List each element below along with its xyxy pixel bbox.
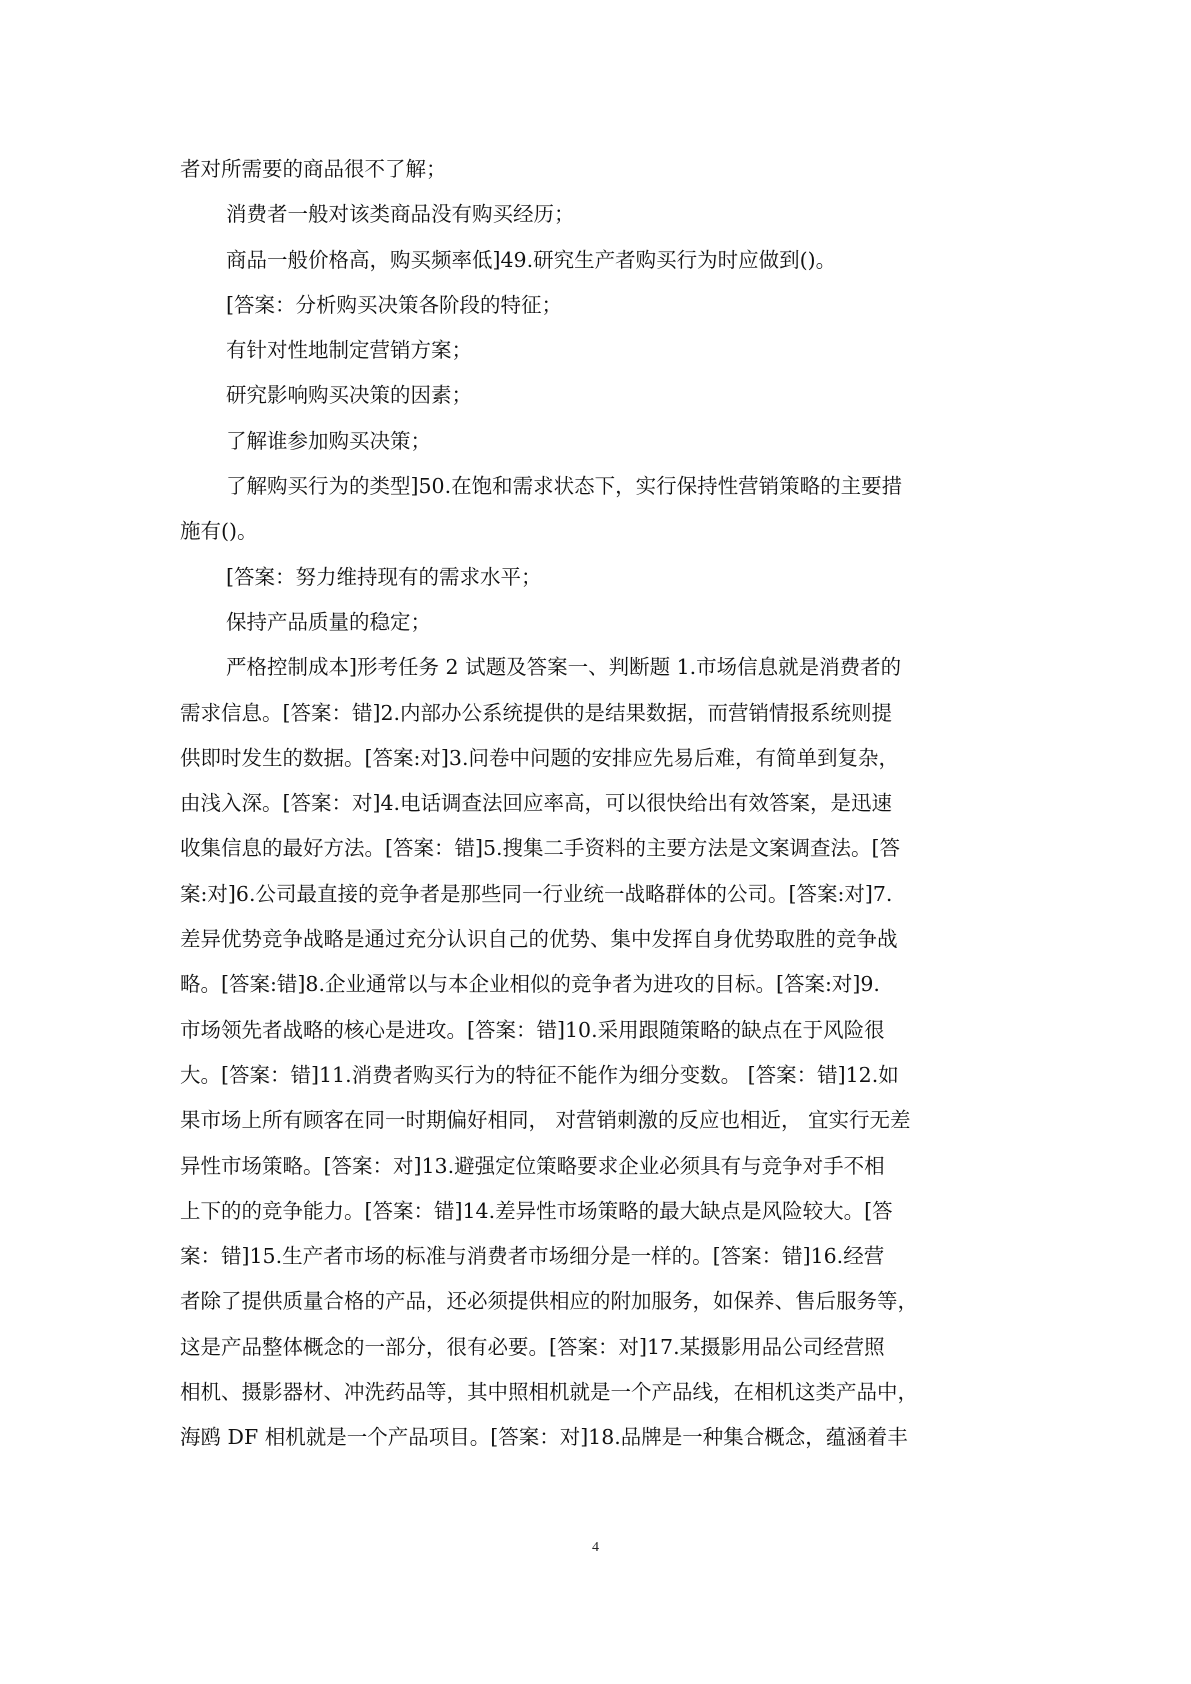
text-line: 海鸥 DF 相机就是一个产品项目。[答案：对]18.品牌是一种集合概念，蕴涵着丰 <box>180 1425 908 1450</box>
text-line: [答案：分析购买决策各阶段的特征； <box>226 292 562 317</box>
text-line: 保持产品质量的稳定； <box>226 609 431 634</box>
text-line: [答案：努力维持现有的需求水平； <box>226 564 542 589</box>
page-number: 4 <box>592 1540 599 1555</box>
text-line: 上下的的竞争能力。[答案：错]14.差异性市场策略的最大缺点是风险较大。[答 <box>180 1198 893 1223</box>
text-line: 相机、摄影器材、冲洗药品等，其中照相机就是一个产品线，在相机这类产品中， <box>180 1380 918 1405</box>
text-line: 收集信息的最好方法。[答案：错]5.搜集二手资料的主要方法是文案调查法。[答 <box>180 836 901 861</box>
text-line: 施有()。 <box>180 519 258 544</box>
text-line: 果市场上所有顾客在同一时期偏好相同， 对营销刺激的反应也相近， 宜实行无差 <box>180 1108 911 1133</box>
text-line: 案:对]6.公司最直接的竞争者是那些同一行业统一战略群体的公司。[答案:对]7. <box>180 881 893 906</box>
text-line: 了解谁参加购买决策； <box>226 428 431 453</box>
text-line: 者除了提供质量合格的产品，还必须提供相应的附加服务，如保养、售后服务等， <box>180 1289 918 1314</box>
text-line: 有针对性地制定营销方案； <box>226 338 472 363</box>
text-line: 略。[答案:错]8.企业通常以与本企业相似的竞争者为进攻的目标。[答案:对]9. <box>180 972 880 997</box>
text-line: 供即时发生的数据。[答案:对]3.问卷中问题的安排应先易后难，有简单到复杂， <box>180 745 899 770</box>
text-line: 大。[答案：错]11.消费者购买行为的特征不能作为细分变数。 [答案：错]12.如 <box>180 1062 899 1087</box>
text-line: 市场领先者战略的核心是进攻。[答案：错]10.采用跟随策略的缺点在于风险很 <box>180 1017 885 1042</box>
text-line: 由浅入深。[答案：对]4.电话调查法回应率高，可以很快给出有效答案，是迅速 <box>180 791 893 816</box>
text-line: 异性市场策略。[答案：对]13.避强定位策略要求企业必须具有与竞争对手不相 <box>180 1153 885 1178</box>
text-line: 差异优势竞争战略是通过充分认识自己的优势、集中发挥自身优势取胜的竞争战 <box>180 927 898 952</box>
text-line: 需求信息。[答案：错]2.内部办公系统提供的是结果数据，而营销情报系统则提 <box>180 700 893 725</box>
text-line: 者对所需要的商品很不了解； <box>180 157 447 181</box>
text-line: 商品一般价格高，购买频率低]49.研究生产者购买行为时应做到()。 <box>226 247 837 272</box>
body-text <box>180 147 1014 1461</box>
text-line: 消费者一般对该类商品没有购买经历； <box>226 202 575 227</box>
text-line: 案：错]15.生产者市场的标准与消费者市场细分是一样的。[答案：错]16.经营 <box>180 1244 885 1269</box>
text-line: 了解购买行为的类型]50.在饱和需求状态下，实行保持性营销策略的主要措 <box>226 474 903 499</box>
text-line: 严格控制成本]形考任务 2 试题及答案一、判断题 1.市场信息就是消费者的 <box>226 655 902 680</box>
text-line: 这是产品整体概念的一部分，很有必要。[答案：对]17.某摄影用品公司经营照 <box>180 1334 885 1359</box>
text-line: 研究影响购买决策的因素； <box>226 383 472 408</box>
